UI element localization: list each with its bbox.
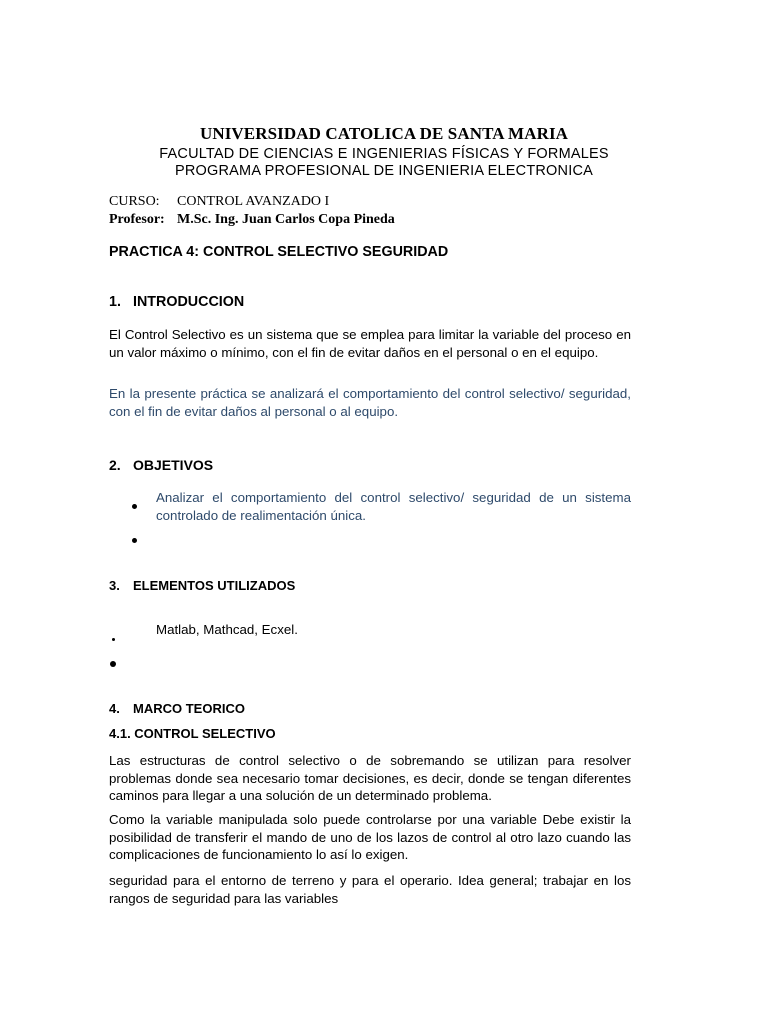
course-label: CURSO: <box>109 194 160 209</box>
course-line <box>109 194 329 210</box>
theory-paragraph-3: seguridad para el entorno de terreno y para el operario. Idea general; trabajar en los rangos de seguridad para las variables <box>109 873 631 906</box>
section-title: INTRODUCCION <box>133 294 245 310</box>
section-heading-elements <box>109 578 295 593</box>
section-title: MARCO TEORICO <box>133 701 245 716</box>
bullet-dot-icon <box>112 628 115 646</box>
theory-paragraph-2: Como la variable manipulada solo puede controlarse por una variable Debe existir la posibilidad de transferir el mando de uno de los lazos de control al otro lazo cuando las complicaciones de funcionamiento lo así lo exigen. <box>109 812 631 862</box>
professor-label: Profesor: <box>109 212 165 227</box>
university-name: UNIVERSIDAD CATOLICA DE SANTA MARIA <box>199 124 569 143</box>
bullet-dot-icon <box>110 654 116 672</box>
section-title: ELEMENTOS UTILIZADOS <box>133 578 296 593</box>
course-value: CONTROL AVANZADO I <box>177 194 330 209</box>
section-number: 3. <box>109 578 120 593</box>
program-name: PROGRAMA PROFESIONAL DE INGENIERIA ELECTRONICA <box>175 163 593 179</box>
subsection-heading: 4.1. CONTROL SELECTIVO <box>109 726 276 741</box>
intro-paragraph-1: El Control Selectivo es un sistema que se emplea para limitar la variable del proceso en un valor máximo o mínimo, con el fin de evitar daños en el personal o en el equipo. <box>109 327 631 360</box>
bullet-dot-icon <box>132 496 137 514</box>
bullet-dot-icon <box>132 530 137 548</box>
section-heading-objectives <box>109 457 213 473</box>
faculty-name: FACULTAD DE CIENCIAS E INGENIERIAS FÍSICAS Y FORMALES <box>159 146 609 162</box>
professor-value: M.Sc. Ing. Juan Carlos Copa Pineda <box>177 212 395 227</box>
objective-item-1: Analizar el comportamiento del control selectivo/ seguridad de un sistema controlado de realimentación única. <box>156 490 631 523</box>
practice-title: PRACTICA 4: CONTROL SELECTIVO SEGURIDAD <box>109 244 449 260</box>
section-number: 1. <box>109 294 121 310</box>
section-number: 2. <box>109 457 121 473</box>
theory-paragraph-1: Las estructuras de control selectivo o de sobremando se utilizan para resolver problemas donde sea necesario tomar decisiones, es decir, donde se tengan diferentes caminos para llegar a una solución de un determinado problema. <box>109 753 631 803</box>
intro-paragraph-2: En la presente práctica se analizará el comportamiento del control selectivo/ seguridad, con el fin de evitar daños al personal o al equipo. <box>109 386 631 419</box>
professor-line <box>109 212 395 228</box>
element-item-1: Matlab, Mathcad, Ecxel. <box>156 622 298 637</box>
section-heading-theory <box>109 701 245 716</box>
section-number: 4. <box>109 701 120 716</box>
section-title: OBJETIVOS <box>133 457 214 473</box>
section-heading-intro <box>109 294 244 310</box>
